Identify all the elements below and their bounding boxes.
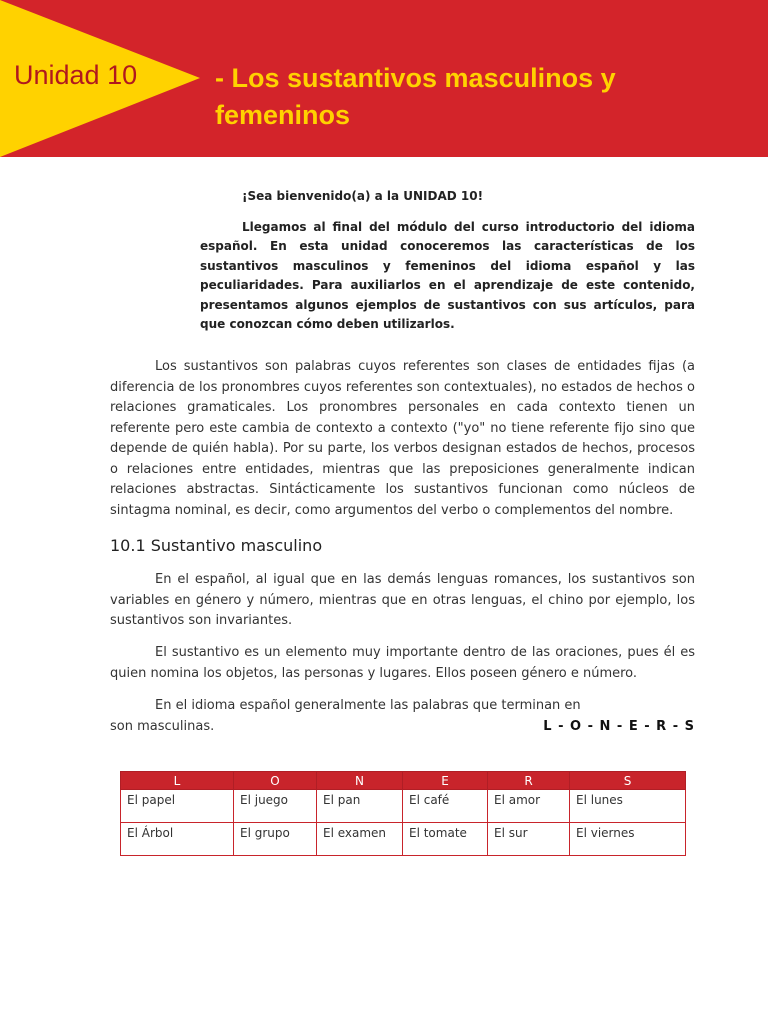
column-header: L bbox=[121, 772, 234, 790]
unit-label: Unidad 10 bbox=[14, 60, 138, 90]
header-banner bbox=[0, 0, 768, 157]
table-cell: El papel bbox=[121, 790, 234, 823]
intro-paragraph: Llegamos al final del módulo del curso introductorio del idioma español. En esta unidad conoceremos las características de los sustantivos masculinos y femeninos del idioma español y las peculiaridades. Para auxiliarlos en el aprendizaje de este contenido, presentamos algunos ejemplos de sustantivos con sus artículos, para que conozcan cómo deben utilizarlos. bbox=[200, 219, 695, 331]
table-cell: El amor bbox=[488, 790, 570, 823]
table-cell: El Árbol bbox=[121, 823, 234, 856]
column-header: E bbox=[403, 772, 488, 790]
paragraph-text: Los sustantivos son palabras cuyos referentes son clases de entidades fijas (a diferencia de los pronombres cuyos referentes son contextuales), no estados de hechos o relaciones gramaticales. Los pronombres personales en cada contexto tienen un referente pero este cambia de contexto a contexto ("yo" no tiene referente fijo sino que depende de quién habla). Por su parte, los verbos designan estados de hechos, procesos o relaciones entre entidades, mientras que las preposiciones generalmente indican relaciones abstractas. Sintácticamente los sustantivos funcionan como núcleos de sintagma nominal, es decir, como argumentos del verbo o complementos del nombre. bbox=[110, 359, 695, 518]
paragraph-sustantivos bbox=[110, 357, 695, 521]
table-cell: El sur bbox=[488, 823, 570, 856]
paragraph-romance-languages bbox=[110, 570, 695, 632]
column-header: N bbox=[317, 772, 403, 790]
table-cell: El café bbox=[403, 790, 488, 823]
table-cell: El examen bbox=[317, 823, 403, 856]
column-header: O bbox=[234, 772, 317, 790]
column-header: R bbox=[488, 772, 570, 790]
section-heading: 10.1 Sustantivo masculino bbox=[110, 536, 323, 555]
table-cell: El pan bbox=[317, 790, 403, 823]
intro-box bbox=[200, 187, 695, 335]
paragraph-endings bbox=[110, 696, 695, 737]
ending-letters: L - O - N - E - R - S bbox=[543, 718, 695, 734]
welcome-text: ¡Sea bienvenido(a) a la UNIDAD 10! bbox=[242, 189, 484, 203]
paragraph-end: son masculinas. bbox=[110, 718, 215, 734]
table-header-row bbox=[121, 772, 686, 790]
table-cell: El lunes bbox=[570, 790, 686, 823]
column-header: S bbox=[570, 772, 686, 790]
table-cell: El grupo bbox=[234, 823, 317, 856]
paragraph-importance bbox=[110, 643, 695, 684]
table-cell: El tomate bbox=[403, 823, 488, 856]
paragraph-start: En el idioma español generalmente las palabras que terminan en bbox=[155, 698, 581, 713]
paragraph-text: En el español, al igual que en las demás lenguas romances, los sustantivos son variables en género y número, mientras que en otras lenguas, el chino por ejemplo, los sustantivos son invariantes. bbox=[110, 572, 695, 628]
page-title: - Los sustantivos masculinos y femeninos bbox=[215, 63, 616, 130]
endings-table bbox=[120, 771, 686, 856]
table-row bbox=[121, 823, 686, 856]
table-row bbox=[121, 790, 686, 823]
table-cell: El juego bbox=[234, 790, 317, 823]
paragraph-text: El sustantivo es un elemento muy importante dentro de las oraciones, pues él es quien nomina los objetos, las personas y lugares. Ellos poseen género e número. bbox=[110, 645, 695, 681]
table-cell: El viernes bbox=[570, 823, 686, 856]
